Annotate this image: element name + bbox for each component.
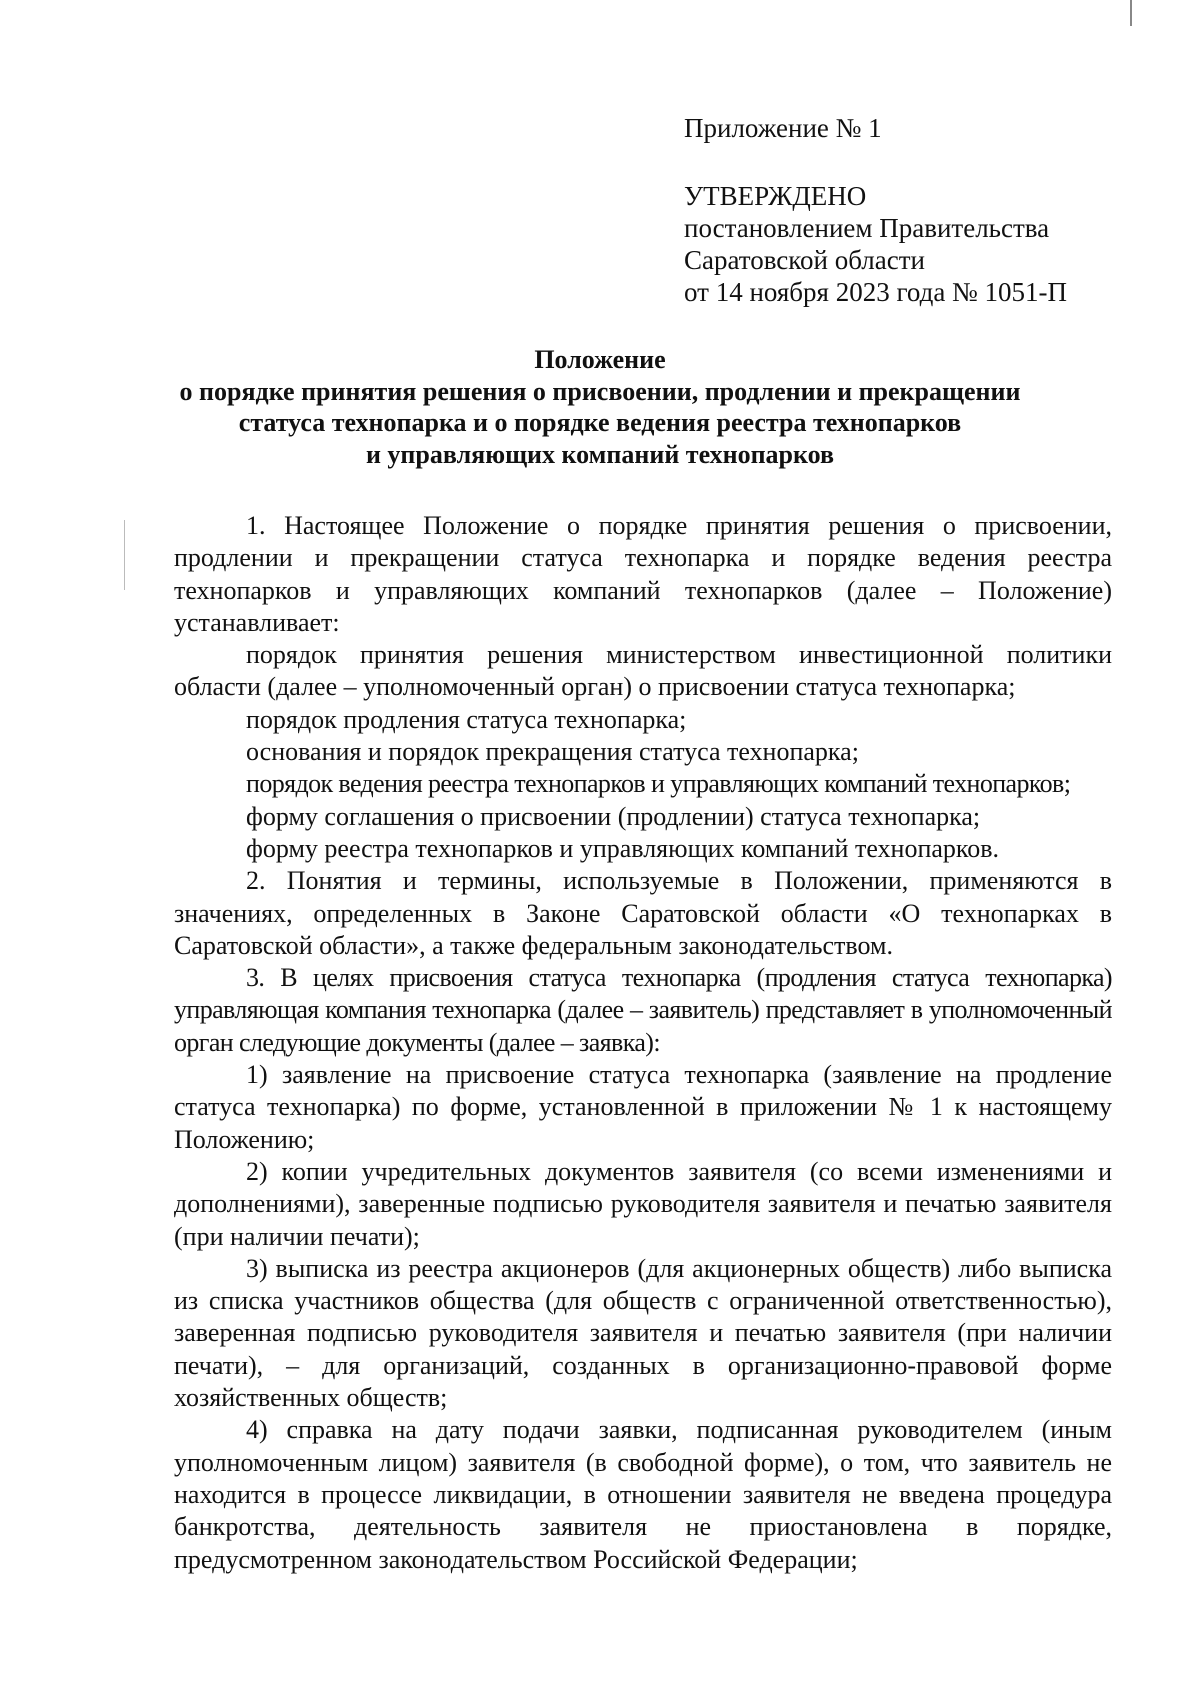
list-item: порядок принятия решения министерством инвестиционной политики области (далее – уполномоченный орган) о присвоении статуса технопарка; (174, 640, 1112, 702)
subitem-4: 4) справка на дату подачи заявки, подписанная руководителем (иным уполномоченным лицом) заявителя (в свободной форме), о том, что заявитель не находится в процессе ликвидации, в отношении заявителя не введена процедура банкротства, деятельность заявителя не приостановлена в порядке, предусмотренном законодательством Российской Федерации; (174, 1415, 1112, 1574)
approved-by-line: постановлением Правительства (684, 213, 1050, 243)
list-item: форму соглашения о присвоении (продлении) статуса технопарка; (246, 801, 981, 831)
list-item: форму реестра технопарков и управляющих компаний технопарков. (246, 833, 999, 863)
appendix-label: Приложение № 1 (684, 113, 882, 143)
subitem-1: 1) заявление на присвоение статуса технопарка (заявление на продление статуса технопарка) по форме, установленной в приложении № 1 к настоящему Положению; (174, 1060, 1112, 1154)
approved-stamp-text: УТВЕРЖДЕНО (684, 181, 867, 211)
approval-block (684, 180, 1067, 308)
paragraph-3: 3. В целях присвоения статуса технопарка (продления статуса технопарка) управляющая компания технопарка (далее – заявитель) представляет в уполномоченный орган следующие документы (далее – заявка): (174, 963, 1112, 1057)
scan-edge-mark (1130, 0, 1132, 26)
list-item: порядок продления статуса технопарка; (246, 704, 687, 734)
list-item: порядок ведения реестра технопарков и управляющих компаний технопарков; (246, 769, 1071, 799)
approved-by-line: от 14 ноября 2023 года № 1051-П (684, 277, 1068, 307)
paragraph-2: 2. Понятия и термины, используемые в Положении, применяются в значениях, определенных в Законе Саратовской области «О технопарках в Саратовской области», а также федеральным законодательством. (174, 866, 1112, 960)
document-title (150, 344, 1050, 470)
approved-by-line: Саратовской области (684, 245, 925, 275)
title-line: о порядке принятия решения о присвоении, продлении и прекращении (179, 376, 1021, 406)
subitem-2: 2) копии учредительных документов заявителя (со всеми изменениями и дополнениями), заверенные подписью руководителя заявителя и печатью заявителя (при наличии печати); (174, 1156, 1112, 1251)
document-body (174, 510, 1112, 1576)
paragraph-1: 1. Настоящее Положение о порядке принятия решения о присвоении, продлении и прекращении статуса технопарка и порядке ведения реестра технопарков и управляющих компаний технопарков (далее – Положение) устанавливает: (174, 511, 1112, 637)
scan-margin-mark (124, 520, 125, 590)
title-line: и управляющих компаний технопарков (365, 439, 835, 469)
list-item: основания и порядок прекращения статуса технопарка; (246, 737, 859, 767)
subitem-3: 3) выписка из реестра акционеров (для акционерных обществ) либо выписка из списка участников общества (для обществ с ограниченной ответственностью), заверенная подписью руководителя заявителя и печатью заявителя (при наличии печати), – для организаций, созданных в организационно-правовой форме хозяйственных обществ; (174, 1253, 1112, 1413)
title-line: статуса технопарка и о порядке ведения реестра технопарков (238, 408, 962, 437)
title-line: Положение (534, 345, 666, 374)
